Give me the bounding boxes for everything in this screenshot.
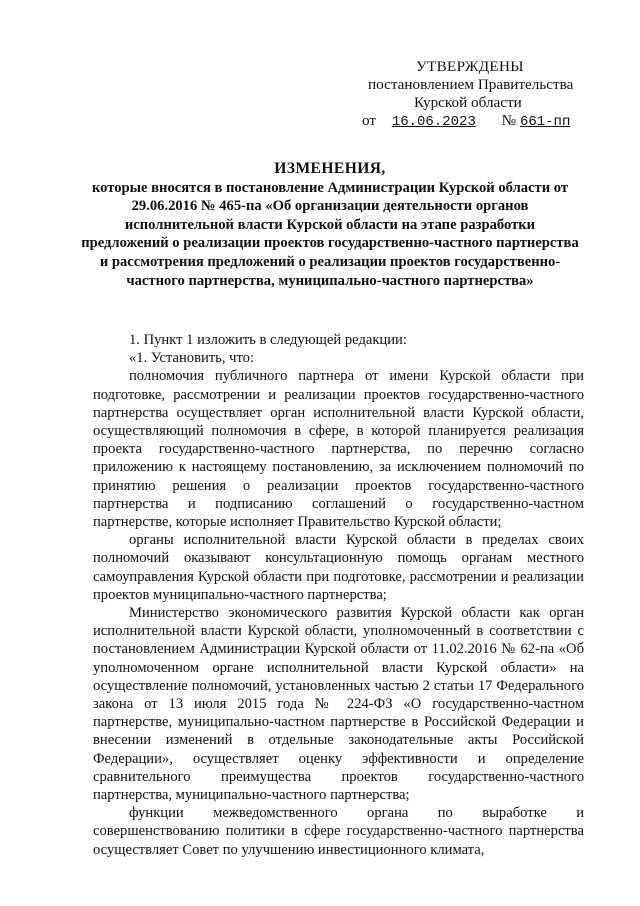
approval-date: 16.06.2023: [391, 114, 476, 130]
paragraph: функции межведомственного органа по выработке и совершенствованию политики в сфере государственно-частного партнерства осуществляет Совет по улучшению инвестиционного климата,: [93, 805, 584, 858]
approval-region: Курской области: [414, 94, 522, 111]
approval-number-label: №: [501, 112, 517, 129]
approval-heading: УТВЕРЖДЕНЫ: [416, 58, 524, 75]
document-body: [93, 331, 584, 859]
approval-authority: постановлением Правительства: [368, 76, 574, 93]
title-heading: ИЗМЕНЕНИЯ,: [274, 160, 386, 177]
paragraph: органы исполнительной власти Курской области в пределах своих полномочий оказывают консультационную помощь органам местного самоуправления Курской области при подготовке, рассмотрении и реализации проектов муниципально-частного партнерства;: [93, 532, 584, 603]
document-title: [80, 160, 580, 290]
approval-number: 661-пп: [519, 114, 571, 130]
approval-from-label: от: [362, 112, 377, 129]
paragraph: «1. Установить, что:: [129, 350, 254, 367]
approval-date-line: [356, 112, 606, 131]
paragraph: 1. Пункт 1 изложить в следующей редакции:: [129, 332, 407, 348]
title-subtitle: которые вносятся в постановление Администрации Курской области от 29.06.2016 № 465-па «Об организации деятельности органов исполнительной власти Курской области на этапе разработки предложений о реализации проектов государственно-частного партнерства и рассмотрения предложений о реализации проектов государственно-частного партнерства, муниципально-частного партнерства»: [81, 179, 579, 289]
paragraph: полномочия публичного партнера от имени Курской области при подготовке, рассмотрении и реализации проектов государственно-частного партнерства осуществляет орган исполнительной власти Курской области, осуществляющий полномочия в сфере, в которой планируется реализация проекта государственно-частного партнерства, по перечню согласно приложению к настоящему постановлению, за исключением полномочий по принятию решения о реализации проектов государственно-частного партнерства и подписанию соглашений о государственно-частном партнерстве, которые исполняет Правительство Курской области;: [93, 368, 584, 531]
approval-stamp: [356, 58, 606, 131]
paragraph: Министерство экономического развития Курской области как орган исполнительной власти Курской области, уполномоченный в соответствии с постановлением Администрации Курской области от 11.02.2016 № 62-па «Об уполномоченном органе исполнительной власти Курской области» на осуществление полномочий, установленных частью 2 статьи 17 Федерального закона от 13 июля 2015 года № 224-ФЗ «О государственно-частном партнерстве, муниципально-частном партнерстве в Российской Федерации и внесении изменений в отдельные законодательные акты Российской Федерации», осуществляет оценку эффективности и определение сравнительного преимущества проектов государственно-частного партнерства, муниципально-частного партнерства;: [93, 605, 584, 804]
